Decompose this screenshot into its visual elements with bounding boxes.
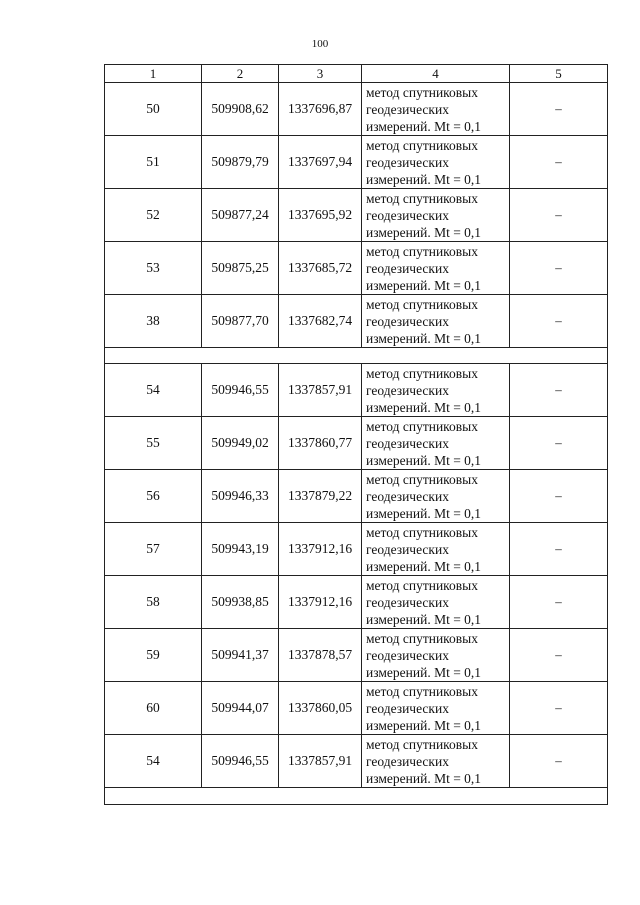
table-row xyxy=(105,189,608,242)
method-cell xyxy=(362,735,510,788)
x-coordinate-cell: 509938,85 xyxy=(202,576,279,629)
table-row xyxy=(105,242,608,295)
table-body xyxy=(105,83,608,805)
page-number: 100 xyxy=(311,38,329,50)
note-cell: – xyxy=(510,364,608,417)
point-number-cell: 60 xyxy=(105,682,202,735)
method-line: метод спутниковых xyxy=(366,683,478,699)
method-cell xyxy=(362,682,510,735)
note-cell: – xyxy=(510,576,608,629)
method-line: метод спутниковых xyxy=(366,471,478,487)
method-line: измерений. Mt = 0,1 xyxy=(366,171,482,187)
method-line: геодезических xyxy=(366,488,449,504)
method-line: метод спутниковых xyxy=(366,296,478,312)
x-coordinate-cell: 509946,33 xyxy=(202,470,279,523)
method-line: измерений. Mt = 0,1 xyxy=(366,770,482,786)
column-header-3: 3 xyxy=(279,65,362,83)
table-row xyxy=(105,83,608,136)
method-line: измерений. Mt = 0,1 xyxy=(366,558,482,574)
point-number-cell: 57 xyxy=(105,523,202,576)
x-coordinate-cell: 509877,24 xyxy=(202,189,279,242)
method-cell xyxy=(362,136,510,189)
note-cell: – xyxy=(510,189,608,242)
method-line: измерений. Mt = 0,1 xyxy=(366,664,482,680)
table-row xyxy=(105,470,608,523)
point-number-cell: 54 xyxy=(105,735,202,788)
method-line: метод спутниковых xyxy=(366,84,478,100)
method-line: геодезических xyxy=(366,594,449,610)
table-row xyxy=(105,364,608,417)
table-row xyxy=(105,576,608,629)
y-coordinate-cell: 1337857,91 xyxy=(279,364,362,417)
table-header xyxy=(105,65,608,83)
method-line: геодезических xyxy=(366,382,449,398)
note-cell: – xyxy=(510,136,608,189)
method-line: метод спутниковых xyxy=(366,418,478,434)
table-row xyxy=(105,629,608,682)
y-coordinate-cell: 1337860,05 xyxy=(279,682,362,735)
table-row xyxy=(105,136,608,189)
method-cell xyxy=(362,629,510,682)
point-number-cell: 53 xyxy=(105,242,202,295)
y-coordinate-cell: 1337860,77 xyxy=(279,417,362,470)
point-number-cell: 56 xyxy=(105,470,202,523)
method-line: метод спутниковых xyxy=(366,524,478,540)
y-coordinate-cell: 1337682,74 xyxy=(279,295,362,348)
x-coordinate-cell: 509944,07 xyxy=(202,682,279,735)
method-cell xyxy=(362,417,510,470)
method-line: геодезических xyxy=(366,541,449,557)
y-coordinate-cell: 1337878,57 xyxy=(279,629,362,682)
method-cell xyxy=(362,242,510,295)
method-line: метод спутниковых xyxy=(366,736,478,752)
method-line: метод спутниковых xyxy=(366,577,478,593)
method-line: измерений. Mt = 0,1 xyxy=(366,611,482,627)
x-coordinate-cell: 509946,55 xyxy=(202,735,279,788)
method-line: геодезических xyxy=(366,101,449,117)
method-line: геодезических xyxy=(366,260,449,276)
column-header-2: 2 xyxy=(202,65,279,83)
note-cell: – xyxy=(510,629,608,682)
method-line: измерений. Mt = 0,1 xyxy=(366,399,482,415)
method-cell xyxy=(362,83,510,136)
method-line: измерений. Mt = 0,1 xyxy=(366,224,482,240)
table-row xyxy=(105,523,608,576)
note-cell: – xyxy=(510,523,608,576)
method-line: геодезических xyxy=(366,154,449,170)
y-coordinate-cell: 1337857,91 xyxy=(279,735,362,788)
table-row xyxy=(105,682,608,735)
point-number-cell: 51 xyxy=(105,136,202,189)
method-line: геодезических xyxy=(366,647,449,663)
point-number-cell: 58 xyxy=(105,576,202,629)
method-cell xyxy=(362,189,510,242)
x-coordinate-cell: 509879,79 xyxy=(202,136,279,189)
method-cell xyxy=(362,295,510,348)
method-line: метод спутниковых xyxy=(366,630,478,646)
x-coordinate-cell: 509875,25 xyxy=(202,242,279,295)
method-cell xyxy=(362,523,510,576)
method-line: измерений. Mt = 0,1 xyxy=(366,452,482,468)
note-cell: – xyxy=(510,83,608,136)
method-line: измерений. Mt = 0,1 xyxy=(366,118,482,134)
separator-cell xyxy=(105,348,608,364)
y-coordinate-cell: 1337879,22 xyxy=(279,470,362,523)
y-coordinate-cell: 1337695,92 xyxy=(279,189,362,242)
column-header-1: 1 xyxy=(105,65,202,83)
y-coordinate-cell: 1337685,72 xyxy=(279,242,362,295)
point-number-cell: 50 xyxy=(105,83,202,136)
note-cell: – xyxy=(510,417,608,470)
method-line: геодезических xyxy=(366,753,449,769)
method-line: измерений. Mt = 0,1 xyxy=(366,277,482,293)
note-cell: – xyxy=(510,295,608,348)
method-cell xyxy=(362,470,510,523)
point-number-cell: 55 xyxy=(105,417,202,470)
x-coordinate-cell: 509943,19 xyxy=(202,523,279,576)
header-row xyxy=(105,65,608,83)
note-cell: – xyxy=(510,735,608,788)
method-line: метод спутниковых xyxy=(366,190,478,206)
x-coordinate-cell: 509877,70 xyxy=(202,295,279,348)
method-line: геодезических xyxy=(366,313,449,329)
method-line: измерений. Mt = 0,1 xyxy=(366,717,482,733)
y-coordinate-cell: 1337696,87 xyxy=(279,83,362,136)
note-cell: – xyxy=(510,682,608,735)
y-coordinate-cell: 1337697,94 xyxy=(279,136,362,189)
method-line: метод спутниковых xyxy=(366,137,478,153)
table-row xyxy=(105,417,608,470)
column-header-4: 4 xyxy=(362,65,510,83)
method-line: метод спутниковых xyxy=(366,365,478,381)
note-cell: – xyxy=(510,242,608,295)
separator-row xyxy=(105,348,608,364)
method-line: геодезических xyxy=(366,700,449,716)
table-row xyxy=(105,295,608,348)
method-cell xyxy=(362,364,510,417)
coordinates-table xyxy=(104,64,608,805)
method-line: измерений. Mt = 0,1 xyxy=(366,330,482,346)
point-number-cell: 54 xyxy=(105,364,202,417)
x-coordinate-cell: 509946,55 xyxy=(202,364,279,417)
separator-cell xyxy=(105,788,608,805)
y-coordinate-cell: 1337912,16 xyxy=(279,576,362,629)
note-cell: – xyxy=(510,470,608,523)
column-header-5: 5 xyxy=(510,65,608,83)
method-line: метод спутниковых xyxy=(366,243,478,259)
point-number-cell: 38 xyxy=(105,295,202,348)
x-coordinate-cell: 509908,62 xyxy=(202,83,279,136)
method-cell xyxy=(362,576,510,629)
method-line: геодезических xyxy=(366,435,449,451)
point-number-cell: 59 xyxy=(105,629,202,682)
y-coordinate-cell: 1337912,16 xyxy=(279,523,362,576)
separator-row xyxy=(105,788,608,805)
method-line: геодезических xyxy=(366,207,449,223)
x-coordinate-cell: 509941,37 xyxy=(202,629,279,682)
method-line: измерений. Mt = 0,1 xyxy=(366,505,482,521)
table-row xyxy=(105,735,608,788)
point-number-cell: 52 xyxy=(105,189,202,242)
x-coordinate-cell: 509949,02 xyxy=(202,417,279,470)
